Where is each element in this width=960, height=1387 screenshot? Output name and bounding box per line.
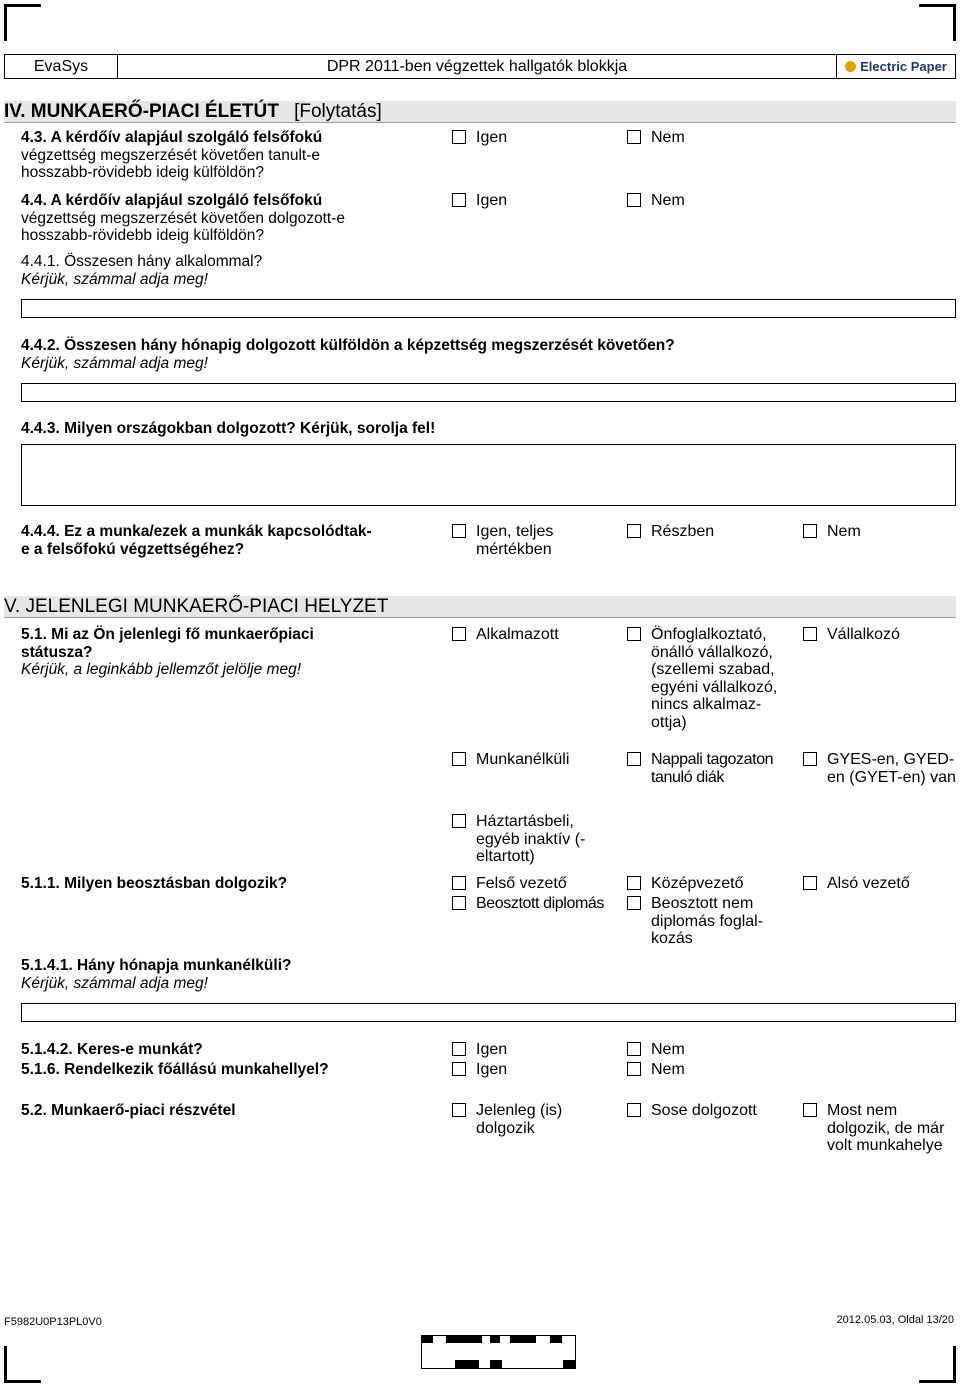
question-4-3-line2: végzettség megszerzését követően tanult-e (21, 146, 320, 164)
option-5-1-munkanelkuli[interactable]: Munkanélküli (452, 751, 569, 769)
option-5-1-gyes-gyed[interactable]: GYES-en, GYED-en (GYET-en) van (803, 751, 960, 786)
question-5-1 (21, 626, 441, 679)
question-4-4-4-line2: e a felsőfokú végzettségéhez? (21, 540, 245, 558)
section-4-heading (4, 101, 956, 123)
option-5-1-1-beosztott-nem-diplomas[interactable]: Beosztott nem diplomás foglal-kozás (627, 895, 776, 948)
corner-mark-top-left (4, 4, 41, 41)
checkbox[interactable] (627, 876, 641, 890)
option-5-1-6-igen[interactable]: Igen (452, 1061, 507, 1079)
option-5-2-sose-dolgozott[interactable]: Sose dolgozott (627, 1102, 757, 1120)
option-5-2-most-nem-dolgozik[interactable]: Most nem dolgozik, de már volt munkahelye (803, 1102, 960, 1155)
checkbox[interactable] (627, 130, 641, 144)
question-4-4-1 (21, 253, 721, 288)
question-5-1-line2: státusza? (21, 643, 93, 661)
checkbox[interactable] (627, 1042, 641, 1056)
checkbox[interactable] (803, 1103, 817, 1117)
option-5-1-1-kozepvezeto[interactable]: Középvezető (627, 875, 744, 893)
checkbox[interactable] (627, 1103, 641, 1117)
question-5-1-line1: 5.1. Mi az Ön jelenlegi fő munkaerőpiaci (21, 626, 314, 643)
corner-mark-bottom-right (919, 1346, 956, 1383)
question-4-4 (21, 192, 441, 245)
question-5-1-6 (21, 1061, 441, 1079)
checkbox[interactable] (452, 193, 466, 207)
checkbox[interactable] (627, 896, 641, 910)
section-4-title: IV. MUNKAERŐ-PIACI ÉLETÚT (4, 101, 279, 122)
option-5-1-alkalmazott[interactable]: Alkalmazott (452, 626, 559, 644)
checkbox[interactable] (627, 627, 641, 641)
section-5-heading (4, 596, 956, 618)
question-5-1-6-text: 5.1.6. Rendelkezik főállású munkahellyel? (21, 1061, 329, 1078)
option-4-4-4-igen-teljes[interactable]: Igen, teljes mértékben (452, 523, 596, 558)
option-4-4-igen[interactable]: Igen (452, 192, 507, 210)
option-5-1-1-also-vezeto[interactable]: Alsó vezető (803, 875, 910, 893)
checkbox[interactable] (627, 1062, 641, 1076)
question-4-4-4 (21, 523, 441, 558)
question-5-1-1-text: 5.1.1. Milyen beosztásban dolgozik? (21, 875, 288, 892)
question-4-4-3 (21, 420, 921, 438)
header-app-box (4, 54, 118, 79)
option-5-1-onfoglalkoztato[interactable]: Önfoglalkoztató, önálló vállalkozó, (szellemi szabad, egyéni vállalkozó, nincs alkalmaz-ottja) (627, 626, 786, 731)
corner-mark-top-right (919, 4, 956, 41)
option-5-1-haztartasbeli[interactable]: Háztartásbeli, egyéb inaktív (-eltartott) (452, 813, 606, 866)
question-5-1-4-1-hint: Kérjük, számmal adja meg! (21, 974, 208, 992)
question-5-1-4-2 (21, 1041, 441, 1059)
checkbox[interactable] (803, 752, 817, 766)
question-4-4-1-hint: Kérjük, számmal adja meg! (21, 270, 208, 288)
question-5-2 (21, 1102, 441, 1120)
option-4-3-nem[interactable]: Nem (627, 129, 685, 147)
answer-field-4-4-1[interactable] (21, 299, 956, 318)
option-5-1-4-2-igen[interactable]: Igen (452, 1041, 507, 1059)
brand-name: Electric Paper (860, 59, 947, 74)
answer-field-5-1-4-1[interactable] (21, 1003, 956, 1022)
checkbox[interactable] (452, 876, 466, 890)
question-4-3-line3: hosszabb-rövidebb ideig külföldön? (21, 164, 264, 181)
question-4-4-2-hint: Kérjük, számmal adja meg! (21, 354, 208, 372)
question-4-3 (21, 129, 441, 182)
question-5-2-text: 5.2. Munkaerő-piaci részvétel (21, 1102, 236, 1119)
option-5-1-1-beosztott-diplomas[interactable]: Beosztott diplomás (452, 895, 604, 913)
checkbox[interactable] (803, 524, 817, 538)
checkbox[interactable] (452, 627, 466, 641)
checkbox[interactable] (627, 193, 641, 207)
option-4-4-4-reszben[interactable]: Részben (627, 523, 714, 541)
section-4-continued: [Folytatás] (294, 101, 382, 122)
checkbox[interactable] (452, 814, 466, 828)
question-5-1-4-1 (21, 957, 721, 992)
option-5-1-1-felso-vezeto[interactable]: Felső vezető (452, 875, 567, 893)
checkbox[interactable] (452, 896, 466, 910)
section-5-title: V. JELENLEGI MUNKAERŐ-PIACI HELYZET (4, 596, 389, 617)
question-4-4-2 (21, 337, 921, 372)
header-title: DPR 2011-ben végzettek hallgatók blokkja (326, 57, 628, 75)
question-4-4-3-text: 4.4.3. Milyen országokban dolgozott? Kérjük, sorolja fel! (21, 420, 436, 437)
checkbox[interactable] (452, 752, 466, 766)
question-4-4-line3: hosszabb-rövidebb ideig külföldön? (21, 227, 264, 244)
checkbox[interactable] (452, 1062, 466, 1076)
option-5-1-vallalkozo[interactable]: Vállalkozó (803, 626, 900, 644)
checkbox[interactable] (452, 524, 466, 538)
question-4-4-2-text: 4.4.2. Összesen hány hónapig dolgozott külföldön a képzettség megszerzését követően? (21, 337, 675, 354)
footer-code: F5982U0P13PL0V0 (4, 1316, 102, 1328)
header-app-name: EvaSys (33, 57, 89, 75)
question-4-3-line1: 4.3. A kérdőív alapjául szolgáló felsőfokú (21, 129, 323, 146)
question-5-1-1 (21, 875, 441, 893)
option-4-4-4-nem[interactable]: Nem (803, 523, 861, 541)
question-4-4-4-line1: 4.4.4. Ez a munka/ezek a munkák kapcsolódtak- (21, 523, 372, 540)
option-5-2-jelenleg-dolgozik[interactable]: Jelenleg (is) dolgozik (452, 1102, 586, 1137)
option-4-4-nem[interactable]: Nem (627, 192, 685, 210)
brand-logo-icon (845, 61, 856, 72)
footer-date-page: 2012.05.03, Oldal 13/20 (836, 1314, 954, 1326)
checkbox[interactable] (803, 876, 817, 890)
header-title-box (117, 54, 837, 79)
option-5-1-4-2-nem[interactable]: Nem (627, 1041, 685, 1059)
answer-field-4-4-3[interactable] (21, 444, 956, 506)
question-5-1-4-1-text: 5.1.4.1. Hány hónapja munkanélküli? (21, 957, 292, 974)
option-5-1-nappali-tagozat[interactable]: Nappali tagozaton tanuló diák (627, 751, 786, 786)
question-4-4-1-text: 4.4.1. Összesen hány alkalommal? (21, 253, 263, 270)
checkbox[interactable] (627, 524, 641, 538)
checkbox[interactable] (452, 130, 466, 144)
checkbox[interactable] (627, 752, 641, 766)
question-5-1-4-2-text: 5.1.4.2. Keres-e munkát? (21, 1041, 203, 1058)
header-brand-box (836, 54, 956, 79)
question-4-4-line1: 4.4. A kérdőív alapjául szolgáló felsőfokú (21, 192, 323, 209)
question-5-1-hint: Kérjük, a leginkább jellemzőt jelölje meg! (21, 661, 302, 678)
corner-mark-bottom-left (4, 1346, 41, 1383)
option-5-1-6-nem[interactable]: Nem (627, 1061, 685, 1079)
option-4-3-igen[interactable]: Igen (452, 129, 507, 147)
checkbox[interactable] (803, 627, 817, 641)
checkbox[interactable] (452, 1042, 466, 1056)
answer-field-4-4-2[interactable] (21, 383, 956, 402)
checkbox[interactable] (452, 1103, 466, 1117)
question-4-4-line2: végzettség megszerzését követően dolgozott-e (21, 209, 345, 227)
